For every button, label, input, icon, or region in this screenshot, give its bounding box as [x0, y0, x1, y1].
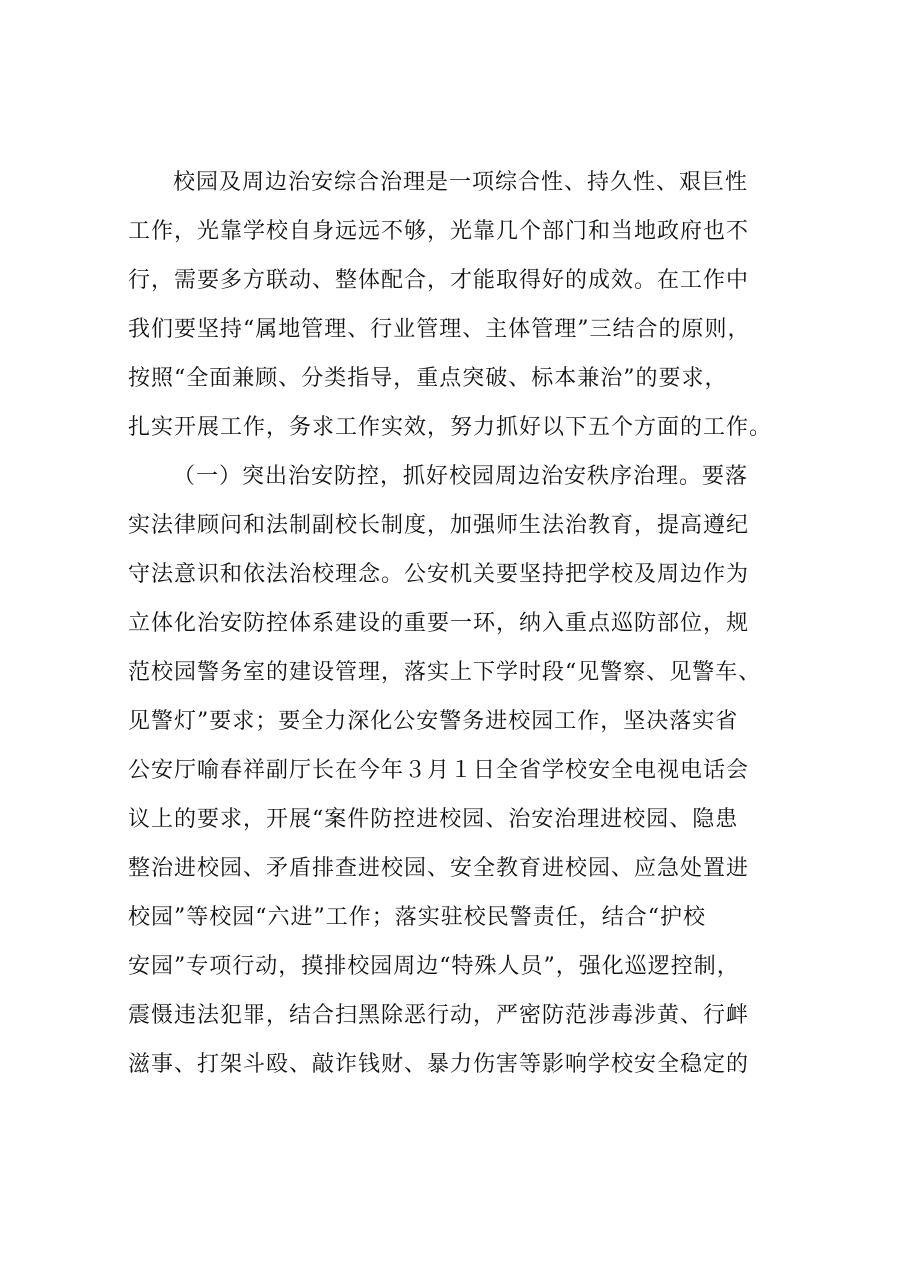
- paragraph-1-line-4: 我们要坚持“属地管理、行业管理、主体管理”三结合的原则，: [128, 317, 751, 342]
- paragraph-1-line-6: 扎实开展工作，务求工作实效，努力抓好以下五个方面的工作。: [128, 415, 773, 440]
- paragraph-2-line-10: 校园”等校园“六进”工作；落实驻校民警责任，结合“护校: [128, 905, 706, 930]
- paragraph-2-line-12: 震慑违法犯罪，结合扫黑除恶行动，严密防范涉毒涉黄、行衅: [128, 1003, 750, 1028]
- paragraph-2-line-3: 守法意识和依法治校理念。公安机关要坚持把学校及周边作为: [128, 562, 750, 587]
- paragraph-2-line-4: 立体化治安防控体系建设的重要一环，纳入重点巡防部位，规: [128, 611, 750, 636]
- paragraph-1-line-5: 按照“全面兼顾、分类指导，重点突破、标本兼治”的要求，: [128, 366, 728, 391]
- paragraph-1-line-1: 校园及周边治安综合治理是一项综合性、持久性、艰巨性: [173, 170, 749, 195]
- paragraph-2-line-5: 范校园警务室的建设管理，落实上下学时段“见警察、见警车、: [128, 660, 762, 685]
- paragraph-2-line-11: 安园”专项行动，摸排校园周边“特殊人员”，强化巡逻控制，: [128, 954, 740, 979]
- paragraph-2-line-1: （一）突出治安防控，抓好校园周边治安秩序治理。要落: [173, 464, 749, 489]
- paragraph-2-line-7: 公安厅喻春祥副厅长在今年３月１日全省学校安全电视电话会: [128, 758, 750, 783]
- paragraph-2-line-9: 整治进校园、矛盾排查进校园、安全教育进校园、应急处置进: [128, 856, 750, 881]
- paragraph-2-line-8: 议上的要求，开展“案件防控进校园、治安治理进校园、隐患: [128, 807, 739, 832]
- paragraph-2-line-13: 滋事、打架斗殴、敲诈钱财、暴力伤害等影响学校安全稳定的: [128, 1052, 750, 1077]
- paragraph-1-line-2: 工作，光靠学校自身远远不够，光靠几个部门和当地政府也不: [128, 219, 750, 244]
- paragraph-1-line-3: 行，需要多方联动、整体配合，才能取得好的成效。在工作中: [128, 268, 750, 293]
- paragraph-2-line-6: 见警灯”要求；要全力深化公安警务进校园工作，坚决落实省: [128, 709, 739, 734]
- paragraph-2-line-2: 实法律顾问和法制副校长制度，加强师生法治教育，提高遵纪: [128, 513, 750, 538]
